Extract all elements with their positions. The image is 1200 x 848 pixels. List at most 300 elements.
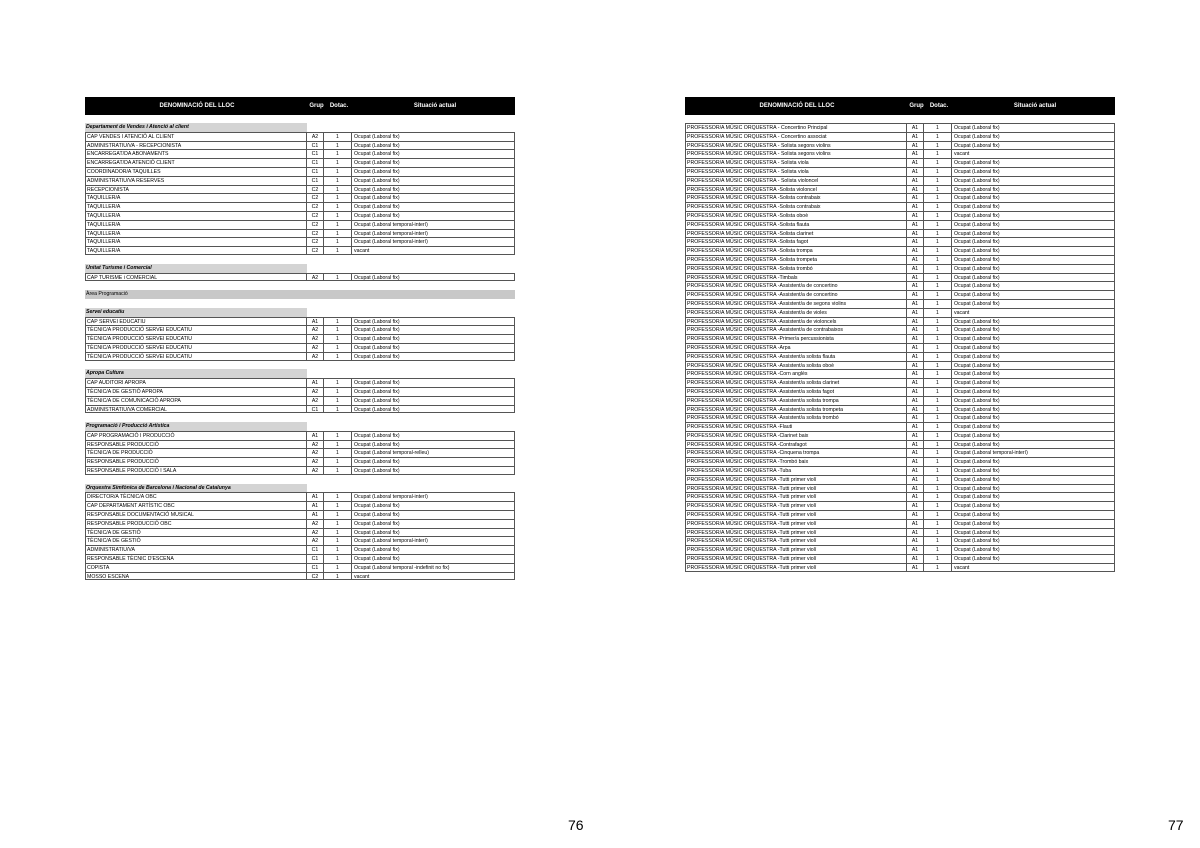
job-title-cell: TÈCNIC/A PRODUCCIÓ SERVEI EDUCATIU [85,325,307,334]
table-row [685,361,1115,370]
table-row [685,141,1115,150]
allocation-cell: 1 [924,273,952,282]
table-row [685,405,1115,414]
group-cell: A1 [907,290,924,299]
status-cell [952,299,1115,308]
job-title-cell: TÈCNIC/A PRODUCCIÓ SERVEI EDUCATIU [85,352,307,361]
group-cell: A2 [307,457,324,466]
status-text: vacant [354,248,370,255]
table-row [685,176,1115,185]
allocation-cell: 1 [324,229,352,238]
group-cell: A1 [907,369,924,378]
allocation-cell: 1 [324,220,352,229]
job-title-cell: TÈCNIC/A PRODUCCIÓ SERVEI EDUCATIU [85,334,307,343]
allocation-cell: 1 [924,431,952,440]
table-row [685,185,1115,194]
group-cell: A1 [907,448,924,457]
table-row [85,448,515,457]
allocation-cell: 1 [324,211,352,220]
blank-row [85,413,515,422]
group-cell: A2 [307,528,324,537]
table-row [685,290,1115,299]
group-cell: A1 [907,308,924,317]
table-row [685,387,1115,396]
allocation-cell: 1 [324,378,352,387]
group-cell: A1 [307,510,324,519]
status-text: Ocupat (Laboral fix) [954,186,1000,193]
group-cell: A1 [907,141,924,150]
table-row [685,343,1115,352]
group-cell: A2 [307,273,324,282]
job-title-cell: PROFESSOR/A MÚSIC ORQUESTRA -Assistent/a solista flauta [685,352,907,361]
group-cell: A1 [907,475,924,484]
status-text: Ocupat (Laboral fix) [954,468,1000,475]
status-text: Ocupat (Laboral fix) [354,556,400,563]
allocation-cell: 1 [924,281,952,290]
group-cell: C1 [307,176,324,185]
allocation-cell: 1 [324,158,352,167]
job-title-cell: PROFESSOR/A MÚSIC ORQUESTRA -Assistent/a de concertino [685,281,907,290]
job-title-cell: PROFESSOR/A MÚSIC ORQUESTRA -Tuba [685,466,907,475]
allocation-cell: 1 [924,466,952,475]
status-cell [952,246,1115,255]
status-text: vacant [954,564,970,571]
status-text: Ocupat (Laboral fix) [954,362,1000,369]
status-text: Ocupat (Laboral fix) [954,283,1000,290]
status-text: Ocupat (Laboral fix) [954,397,1000,404]
table-row [685,211,1115,220]
status-text: Ocupat (Laboral fix) [954,274,1000,281]
status-text: Ocupat (Laboral temporal-interí) [954,450,1028,457]
page-number-left: 76 [568,817,584,833]
job-title-cell: ADMINISTRATIU/VA [85,545,307,554]
group-cell: C1 [307,563,324,572]
status-text: Ocupat (Laboral fix) [954,221,1000,228]
status-text: Ocupat (Laboral fix) [354,406,400,413]
status-text: Ocupat (Laboral fix) [954,538,1000,545]
job-title-cell: PROFESSOR/A MÚSIC ORQUESTRA -Solista flauta [685,220,907,229]
job-title-cell: PROFESSOR/A MÚSIC ORQUESTRA -Tutti primer violí [685,528,907,537]
section-heading: Programació i Producció Artística [85,422,307,431]
job-title-cell: RESPONSABLE PRODUCCIÓ [85,457,307,466]
group-cell: A2 [307,132,324,141]
table-row [85,141,515,150]
status-cell [952,484,1115,493]
status-cell [952,132,1115,141]
job-title-cell: PROFESSOR/A MÚSIC ORQUESTRA -Assistent/a de segons violins [685,299,907,308]
header-grup: Grup [309,103,324,109]
table-row [685,501,1115,510]
job-title-cell: PROFESSOR/A MÚSIC ORQUESTRA -Solista violoncel [685,185,907,194]
section-heading: Servei educatiu [85,308,307,317]
group-cell: C1 [307,545,324,554]
job-title-cell: PROFESSOR/A MÚSIC ORQUESTRA -Assistent/a de concertino [685,290,907,299]
allocation-cell: 1 [924,457,952,466]
status-text: Ocupat (Laboral fix) [354,204,400,211]
status-cell [352,563,515,572]
table-row [685,545,1115,554]
job-title-cell: PROFESSOR/A MÚSIC ORQUESTRA -Assistent/a solista fagot [685,387,907,396]
table-row [685,317,1115,326]
status-text: Ocupat (Laboral fix) [354,529,400,536]
table-row [85,352,515,361]
status-text: Ocupat (Laboral fix) [954,371,1000,378]
status-text: Ocupat (Laboral fix) [954,177,1000,184]
header-situacio: Situació actual [1013,103,1057,109]
allocation-cell: 1 [924,484,952,493]
status-text: Ocupat (Laboral fix) [354,353,400,360]
status-cell [952,563,1115,572]
group-cell: A1 [907,352,924,361]
status-text: Ocupat (Laboral fix) [954,529,1000,536]
allocation-cell: 1 [924,519,952,528]
group-cell: A1 [907,545,924,554]
status-text: Ocupat (Laboral fix) [354,168,400,175]
header-denominacio: DENOMINACIÓ DEL LLOC [159,103,235,109]
job-title-cell: TAQUILLER/A [85,220,307,229]
status-cell [352,246,515,255]
group-cell: A2 [307,466,324,475]
group-cell: A1 [907,237,924,246]
job-title-cell: PROFESSOR/A MÚSIC ORQUESTRA - Solista violoncel [685,176,907,185]
status-cell [952,158,1115,167]
status-cell [952,123,1115,132]
status-text: Ocupat (Laboral fix) [954,432,1000,439]
status-cell [952,528,1115,537]
status-text: Ocupat (Laboral fix) [954,556,1000,563]
allocation-cell: 1 [924,220,952,229]
status-text: Ocupat (Laboral fix) [954,406,1000,413]
table-row [685,167,1115,176]
job-title-cell: PROFESSOR/A MÚSIC ORQUESTRA -Clarinet baix [685,431,907,440]
table-row [85,563,515,572]
table-row [685,475,1115,484]
job-title-cell: PROFESSOR/A MÚSIC ORQUESTRA -Solista fagot [685,237,907,246]
group-cell: A1 [307,378,324,387]
table-row [85,185,515,194]
status-cell [952,457,1115,466]
allocation-cell: 1 [324,193,352,202]
group-cell: A1 [307,492,324,501]
job-title-cell: PROFESSOR/A MÚSIC ORQUESTRA -Tutti primer violí [685,501,907,510]
status-cell [352,519,515,528]
status-text: Ocupat (Laboral temporal-relleu) [354,450,429,457]
status-text: Ocupat (Laboral fix) [954,344,1000,351]
table-header [685,97,1115,115]
group-cell: A1 [907,554,924,563]
allocation-cell: 1 [924,396,952,405]
allocation-cell: 1 [924,211,952,220]
allocation-cell: 1 [324,466,352,475]
group-cell: C2 [307,193,324,202]
group-cell: A1 [907,176,924,185]
status-cell [352,237,515,246]
allocation-cell: 1 [324,325,352,334]
section-heading-row [85,308,515,317]
group-cell: A1 [307,501,324,510]
job-title-cell: TÈCNIC/A PRODUCCIÓ SERVEI EDUCATIU [85,343,307,352]
status-cell [952,149,1115,158]
table-row [685,299,1115,308]
group-cell: A1 [907,492,924,501]
table-row [685,281,1115,290]
table-row [685,369,1115,378]
allocation-cell: 1 [324,563,352,572]
group-cell: C2 [307,202,324,211]
group-cell: A2 [307,396,324,405]
table-row [85,572,515,581]
allocation-cell: 1 [924,378,952,387]
job-title-cell: PROFESSOR/A MÚSIC ORQUESTRA - Solista segons violins [685,149,907,158]
table-row [685,466,1115,475]
status-text: Ocupat (Laboral fix) [354,336,400,343]
status-cell [352,492,515,501]
allocation-cell: 1 [924,405,952,414]
job-title-cell: PROFESSOR/A MÚSIC ORQUESTRA -Solista oboè [685,211,907,220]
section-heading-row [85,484,515,493]
group-cell: A1 [907,510,924,519]
job-title-cell: PROFESSOR/A MÚSIC ORQUESTRA -Assistent/a de violes [685,308,907,317]
status-text: Ocupat (Laboral fix) [354,520,400,527]
status-cell [952,431,1115,440]
status-cell [952,396,1115,405]
group-cell: C2 [307,229,324,238]
group-cell: A1 [907,317,924,326]
status-text: Ocupat (Laboral fix) [354,327,400,334]
job-title-cell: RECEPCIONISTA [85,185,307,194]
allocation-cell: 1 [324,352,352,361]
status-cell [352,554,515,563]
group-cell: A1 [907,220,924,229]
status-text: Ocupat (Laboral fix) [954,239,1000,246]
job-title-cell: PROFESSOR/A MÚSIC ORQUESTRA -Assistent/a de violoncels [685,317,907,326]
allocation-cell: 1 [924,510,952,519]
status-cell [952,167,1115,176]
table-row [85,158,515,167]
status-cell [952,211,1115,220]
table-row [685,273,1115,282]
allocation-cell: 1 [924,475,952,484]
job-title-cell: COORDINADOR/A TAQUILLES [85,167,307,176]
table-row [685,378,1115,387]
group-cell: C2 [307,220,324,229]
status-cell [952,448,1115,457]
allocation-cell: 1 [324,202,352,211]
status-text: Ocupat (Laboral fix) [954,353,1000,360]
job-title-cell: TAQUILLER/A [85,211,307,220]
job-title-cell: PROFESSOR/A MÚSIC ORQUESTRA -Solista contrabaix [685,193,907,202]
right-table [685,97,1115,572]
allocation-cell: 1 [924,545,952,554]
allocation-cell: 1 [924,229,952,238]
allocation-cell: 1 [324,185,352,194]
group-cell: A1 [907,123,924,132]
status-cell [352,572,515,581]
job-title-cell: PROFESSOR/A MÚSIC ORQUESTRA -Solista trombó [685,264,907,273]
status-text: Ocupat (Laboral temporal-interí) [354,230,428,237]
blank-row [85,475,515,484]
status-text: Ocupat (Laboral fix) [954,485,1000,492]
table-row [685,325,1115,334]
status-cell [952,475,1115,484]
job-title-cell: PROFESSOR/A MÚSIC ORQUESTRA -Assistent/a de contrabaixos [685,325,907,334]
status-text: Ocupat (Laboral fix) [354,468,400,475]
group-cell: A1 [907,264,924,273]
group-cell: A1 [907,440,924,449]
table-row [685,255,1115,264]
job-title-cell: PROFESSOR/A MÚSIC ORQUESTRA -Solista clarinet [685,229,907,238]
job-title-cell: CAP DEPARTAMENT ARTÍSTIC OBC [85,501,307,510]
status-text: Ocupat (Laboral fix) [354,380,400,387]
status-cell [952,273,1115,282]
allocation-cell: 1 [924,132,952,141]
status-cell [952,141,1115,150]
job-title-cell: PROFESSOR/A MÚSIC ORQUESTRA -Assistent/a solista trombó [685,413,907,422]
group-cell: A1 [907,422,924,431]
group-cell: A1 [907,413,924,422]
status-cell [352,528,515,537]
table-row [85,211,515,220]
group-cell: C1 [307,141,324,150]
group-cell: A1 [907,396,924,405]
job-title-cell: PROFESSOR/A MÚSIC ORQUESTRA - Solista viola [685,167,907,176]
header-denominacio: DENOMINACIÓ DEL LLOC [759,103,835,109]
section-heading: Unitat Turisme i Comercial [85,264,307,273]
header-gap [85,115,515,123]
status-cell [352,448,515,457]
status-text: Ocupat (Laboral fix) [354,512,400,519]
status-text: Ocupat (Laboral fix) [954,256,1000,263]
table-row [85,554,515,563]
job-title-cell: ADMINISTRATIU/VA - RECEPCIONISTA [85,141,307,150]
job-title-cell: PROFESSOR/A MÚSIC ORQUESTRA -Solista trompa [685,246,907,255]
allocation-cell: 1 [324,545,352,554]
status-text: Ocupat (Laboral fix) [954,265,1000,272]
status-cell [952,554,1115,563]
group-cell: C2 [307,572,324,581]
job-title-cell: PROFESSOR/A MÚSIC ORQUESTRA -Solista trompeta [685,255,907,264]
status-cell [352,229,515,238]
allocation-cell: 1 [924,448,952,457]
allocation-cell: 1 [324,519,352,528]
group-cell: C2 [307,185,324,194]
allocation-cell: 1 [324,167,352,176]
job-title-cell: PROFESSOR/A MÚSIC ORQUESTRA -Assistent/a solista oboè [685,361,907,370]
group-cell: A1 [907,387,924,396]
group-cell: C2 [307,237,324,246]
table-row [685,457,1115,466]
allocation-cell: 1 [924,387,952,396]
job-title-cell: ADMINISTRATIU/VA COMERCIAL [85,405,307,414]
status-text: Ocupat (Laboral fix) [954,133,1000,140]
table-row [685,536,1115,545]
table-row [685,563,1115,572]
status-cell [952,536,1115,545]
group-cell: A2 [307,334,324,343]
status-text: Ocupat (Laboral fix) [354,459,400,466]
status-cell [352,343,515,352]
table-row [685,448,1115,457]
table-row [85,501,515,510]
job-title-cell: CAP SERVEI EDUCATIU [85,317,307,326]
header-gap [685,115,1115,123]
group-cell: A1 [307,431,324,440]
allocation-cell: 1 [924,264,952,273]
allocation-cell: 1 [924,299,952,308]
job-title-cell: RESPONSABLE DOCUMENTACIÓ MUSICAL [85,510,307,519]
allocation-cell: 1 [924,536,952,545]
job-title-cell: PROFESSOR/A MÚSIC ORQUESTRA - Concertino associat [685,132,907,141]
status-cell [952,378,1115,387]
status-text: Ocupat (Laboral fix) [954,212,1000,219]
group-cell: A1 [907,193,924,202]
allocation-cell: 1 [324,405,352,414]
group-cell: A1 [907,299,924,308]
table-row [685,528,1115,537]
status-cell [352,501,515,510]
section-heading-row [85,264,515,273]
allocation-cell: 1 [324,237,352,246]
status-text: Ocupat (Laboral fix) [954,248,1000,255]
status-cell [952,369,1115,378]
status-text: Ocupat (Laboral fix) [954,441,1000,448]
status-cell [352,193,515,202]
status-text: Ocupat (Laboral fix) [954,230,1000,237]
allocation-cell: 1 [324,246,352,255]
allocation-cell: 1 [924,176,952,185]
group-cell: C1 [307,149,324,158]
status-text: Ocupat (Laboral fix) [354,177,400,184]
table-row [685,396,1115,405]
table-header [85,97,515,115]
group-cell: A1 [907,185,924,194]
status-cell [352,273,515,282]
status-cell [352,185,515,194]
status-text: Ocupat (Laboral fix) [954,318,1000,325]
job-title-cell: TÈCNIC/A DE COMUNICACIÓ APROPA [85,396,307,405]
allocation-cell: 1 [924,202,952,211]
table-row [685,229,1115,238]
table-row [85,132,515,141]
job-title-cell: ENCARREGAT/DA ATENCIÓ CLIENT [85,158,307,167]
group-cell: C1 [307,554,324,563]
allocation-cell: 1 [924,343,952,352]
group-cell: A2 [307,519,324,528]
table-row [85,466,515,475]
job-title-cell: TAQUILLER/A [85,246,307,255]
status-text: Ocupat (Laboral fix) [954,168,1000,175]
table-row [685,440,1115,449]
allocation-cell: 1 [924,317,952,326]
group-cell: A1 [907,273,924,282]
allocation-cell: 1 [924,554,952,563]
group-cell: A2 [307,448,324,457]
status-cell [952,202,1115,211]
group-cell: A1 [907,466,924,475]
header-dotac: Dotac. [329,103,349,109]
job-title-cell: PROFESSOR/A MÚSIC ORQUESTRA -Tutti primer violí [685,492,907,501]
group-cell: A1 [907,519,924,528]
job-title-cell: TÈCNIC/A DE GESTIÓ [85,536,307,545]
section-heading-row [85,123,515,132]
allocation-cell: 1 [924,492,952,501]
table-row [685,308,1115,317]
status-cell [352,440,515,449]
group-cell: A1 [907,457,924,466]
section-heading: Orquestra Simfònica de Barcelona i Nacional de Catalunya [85,484,307,493]
status-cell [352,510,515,519]
allocation-cell: 1 [924,501,952,510]
